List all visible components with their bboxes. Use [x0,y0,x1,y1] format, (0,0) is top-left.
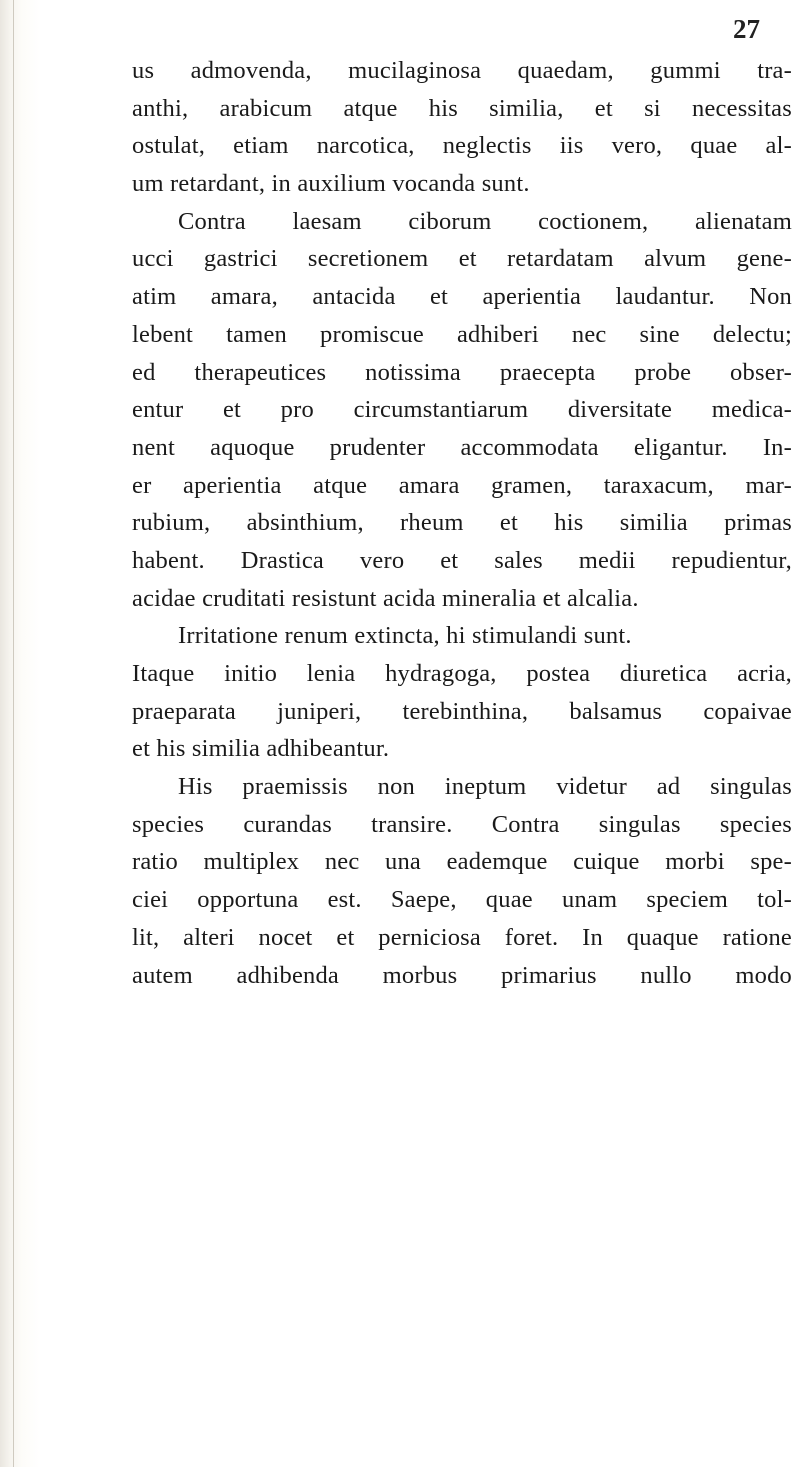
text-line: entur et pro circumstantiarum diversitate medica- [132,396,792,424]
text-line: species curandas transire. Contra singulas species [132,810,792,838]
text-line: praeparata juniperi, terebinthina, balsamus copaivae [132,697,792,725]
text-line: ciei opportuna est. Saepe, quae unam speciem tol- [132,886,792,914]
text-line: acidae cruditati resistunt acida mineralia et alcalia. [132,584,639,612]
text-line: et his similia adhibeantur. [132,735,390,763]
body-text [132,52,792,994]
text-line: ucci gastrici secretionem et retardatam alvum gene- [132,245,792,273]
text-line: um retardant, in auxilium vocanda sunt. [132,170,530,198]
text-line: us admovenda, mucilaginosa quaedam, gummi tra- [132,57,792,84]
text-line: atim amara, antacida et aperientia laudantur. Non [132,283,792,311]
text-line: ratio multiplex nec una eademque cuique morbi spe- [132,848,792,876]
text-line: lit, alteri nocet et perniciosa foret. In quaque ratione [132,923,792,951]
text-line: anthi, arabicum atque his similia, et si necessitas [132,94,792,122]
paragraph-start-line: Contra laesam ciborum coctionem, alienatam [178,207,792,235]
text-line: rubium, absinthium, rheum et his similia primas [132,509,792,537]
page-gutter [13,0,14,1467]
paragraph-start-line: Irritatione renum extincta, hi stimulandi sunt. [178,622,632,650]
text-line: ed therapeutices notissima praecepta probe obser- [132,358,792,386]
text-line: ostulat, etiam narcotica, neglectis iis vero, quae al- [132,132,792,160]
page-number: 27 [733,14,760,44]
text-line: er aperientia atque amara gramen, taraxacum, mar- [132,471,792,499]
text-line: nent aquoque prudenter accommodata eligantur. In- [132,433,792,461]
text-line: habent. Drastica vero et sales medii repudientur, [132,546,792,574]
text-line: autem adhibenda morbus primarius nullo modo [132,961,792,989]
paragraph-start-line: His praemissis non ineptum videtur ad singulas [178,773,792,801]
text-line: lebent tamen promiscue adhiberi nec sine delectu; [132,320,792,348]
text-line: Itaque initio lenia hydragoga, postea diuretica acria, [132,660,792,687]
